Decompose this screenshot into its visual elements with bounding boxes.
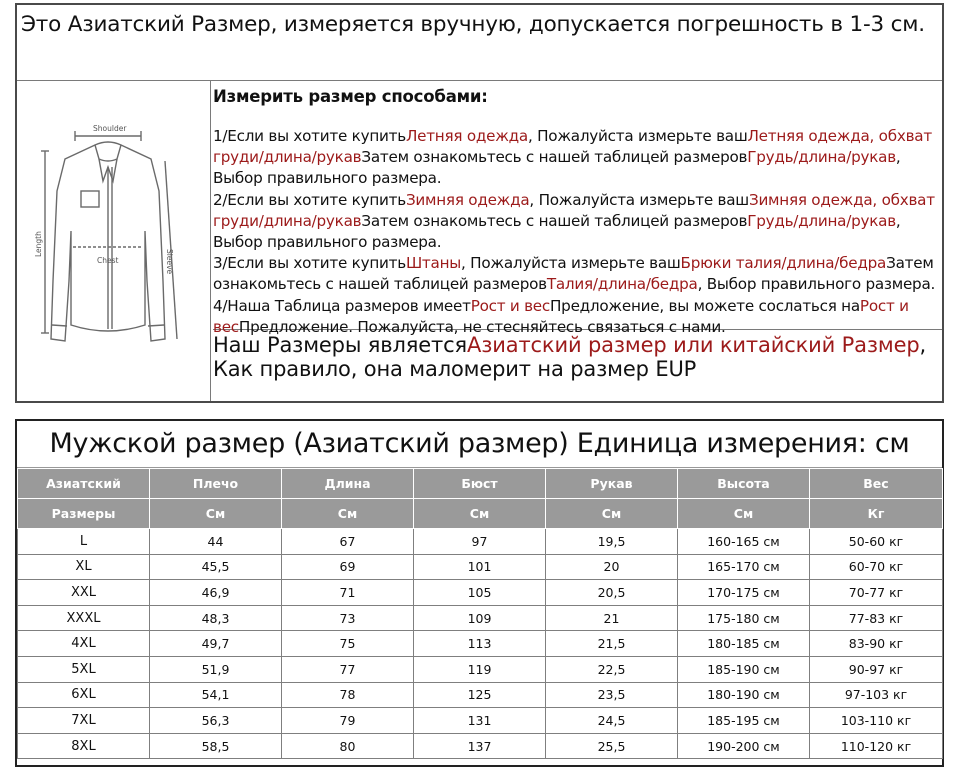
value-cell: 125: [414, 682, 546, 708]
value-cell: 119: [414, 656, 546, 682]
value-cell: 131: [414, 708, 546, 734]
size-cell: 4XL: [18, 631, 150, 657]
unit-row: [18, 499, 943, 529]
size-cell: 5XL: [18, 656, 150, 682]
size-cell: XXL: [18, 580, 150, 606]
table-row: [18, 605, 943, 631]
value-cell: 48,3: [150, 605, 282, 631]
measurement-notice: Это Азиатский Размер, измеряется вручную, допускается погрешность в 1-3 см.: [17, 5, 942, 81]
value-cell: 113: [414, 631, 546, 657]
value-cell: 75: [282, 631, 414, 657]
value-cell: 80: [282, 733, 414, 759]
steps-heading: Измерить размер способами:: [213, 87, 488, 106]
header-cell: Бюст: [414, 469, 546, 499]
value-cell: 78: [282, 682, 414, 708]
value-cell: 73: [282, 605, 414, 631]
value-cell: 79: [282, 708, 414, 734]
value-cell: 44: [150, 529, 282, 555]
table-row: [18, 554, 943, 580]
value-cell: 49,7: [150, 631, 282, 657]
size-cell: 8XL: [18, 733, 150, 759]
size-rows: [18, 529, 943, 759]
length-label: Length: [34, 231, 43, 257]
size-cell: L: [18, 529, 150, 555]
value-cell: 109: [414, 605, 546, 631]
table-row: [18, 631, 943, 657]
value-cell: 97-103 кг: [810, 682, 943, 708]
measure-instructions: [213, 81, 942, 401]
value-cell: 110-120 кг: [810, 733, 943, 759]
value-cell: 77-83 кг: [810, 605, 943, 631]
steps-block: [213, 81, 942, 336]
size-cell: 7XL: [18, 708, 150, 734]
unit-cell: См: [150, 499, 282, 529]
header-cell: Вес: [810, 469, 943, 499]
value-cell: 21,5: [546, 631, 678, 657]
unit-cell: Кг: [810, 499, 943, 529]
value-cell: 20: [546, 554, 678, 580]
chest-label: Chest: [97, 256, 119, 265]
header-cell: Азиатский: [18, 469, 150, 499]
step-4: 4/Наша Таблица размеров имеетРост и весПредложение, вы можете сослаться наРост и весПредложение. Пожалуйста, не стесняйтесь связаться с нами.: [213, 296, 909, 336]
header-cell: Плечо: [150, 469, 282, 499]
value-cell: 101: [414, 554, 546, 580]
value-cell: 60-70 кг: [810, 554, 943, 580]
header-cell: Высота: [678, 469, 810, 499]
value-cell: 71: [282, 580, 414, 606]
value-cell: 67: [282, 529, 414, 555]
value-cell: 69: [282, 554, 414, 580]
value-cell: 77: [282, 656, 414, 682]
value-cell: 19,5: [546, 529, 678, 555]
unit-cell: См: [414, 499, 546, 529]
value-cell: 51,9: [150, 656, 282, 682]
value-cell: 180-190 см: [678, 682, 810, 708]
table-row: [18, 580, 943, 606]
value-cell: 185-195 см: [678, 708, 810, 734]
value-cell: 180-185 см: [678, 631, 810, 657]
value-cell: 83-90 кг: [810, 631, 943, 657]
table-row: [18, 733, 943, 759]
value-cell: 70-77 кг: [810, 580, 943, 606]
header-cell: Длина: [282, 469, 414, 499]
shoulder-label: Shoulder: [93, 124, 127, 133]
value-cell: 21: [546, 605, 678, 631]
value-cell: 58,5: [150, 733, 282, 759]
value-cell: 175-180 см: [678, 605, 810, 631]
value-cell: 50-60 кг: [810, 529, 943, 555]
value-cell: 165-170 см: [678, 554, 810, 580]
value-cell: 45,5: [150, 554, 282, 580]
table-row: [18, 708, 943, 734]
value-cell: 22,5: [546, 656, 678, 682]
value-cell: 46,9: [150, 580, 282, 606]
size-info-panel: [15, 3, 944, 403]
value-cell: 24,5: [546, 708, 678, 734]
step-1: 1/Если вы хотите купитьЛетняя одежда, Пожалуйста измерьте вашЛетняя одежда, обхват груди/длина/рукавЗатем ознакомьтесь с нашей таблицей размеровГрудь/длина/рукав, Выбор правильного размера.: [213, 127, 932, 188]
table-row: [18, 529, 943, 555]
step-3: 3/Если вы хотите купитьШтаны, Пожалуйста измерьте вашБрюки талия/длина/бедраЗатем ознакомьтесь с нашей таблицей размеровТалия/длина/бедра, Выбор правильного размера.: [213, 254, 936, 294]
value-cell: 23,5: [546, 682, 678, 708]
header-row: [18, 469, 943, 499]
size-cell: 6XL: [18, 682, 150, 708]
table-row: [18, 682, 943, 708]
size-chart-title: Мужской размер (Азиатский размер) Единица измерения: см: [17, 421, 942, 468]
size-cell: XXXL: [18, 605, 150, 631]
value-cell: 190-200 см: [678, 733, 810, 759]
sleeve-label: Sleeve: [165, 249, 174, 275]
value-cell: 20,5: [546, 580, 678, 606]
value-cell: 160-165 см: [678, 529, 810, 555]
unit-cell: См: [546, 499, 678, 529]
value-cell: 105: [414, 580, 546, 606]
value-cell: 170-175 см: [678, 580, 810, 606]
value-cell: 90-97 кг: [810, 656, 943, 682]
shirt-measurement-diagram: [17, 81, 209, 403]
step-2: 2/Если вы хотите купитьЗимняя одежда, Пожалуйста измерьте вашЗимняя одежда, обхват груди/длина/рукавЗатем ознакомьтесь с нашей таблицей размеровГрудь/длина/рукав, Выбор правильного размера.: [213, 190, 935, 252]
header-cell: Рукав: [546, 469, 678, 499]
shirt-diagram-cell: [17, 81, 211, 401]
size-chart-panel: [15, 419, 944, 767]
unit-cell: Размеры: [18, 499, 150, 529]
value-cell: 25,5: [546, 733, 678, 759]
table-row: [18, 656, 943, 682]
value-cell: 137: [414, 733, 546, 759]
unit-cell: См: [678, 499, 810, 529]
unit-cell: См: [282, 499, 414, 529]
asian-size-note: Наш Размеры являетсяАзиатский размер или китайский Размер, Как правило, она маломерит на размер EUP: [213, 333, 927, 381]
value-cell: 56,3: [150, 708, 282, 734]
value-cell: 97: [414, 529, 546, 555]
value-cell: 103-110 кг: [810, 708, 943, 734]
size-cell: XL: [18, 554, 150, 580]
value-cell: 185-190 см: [678, 656, 810, 682]
size-chart-table: [17, 468, 943, 759]
value-cell: 54,1: [150, 682, 282, 708]
